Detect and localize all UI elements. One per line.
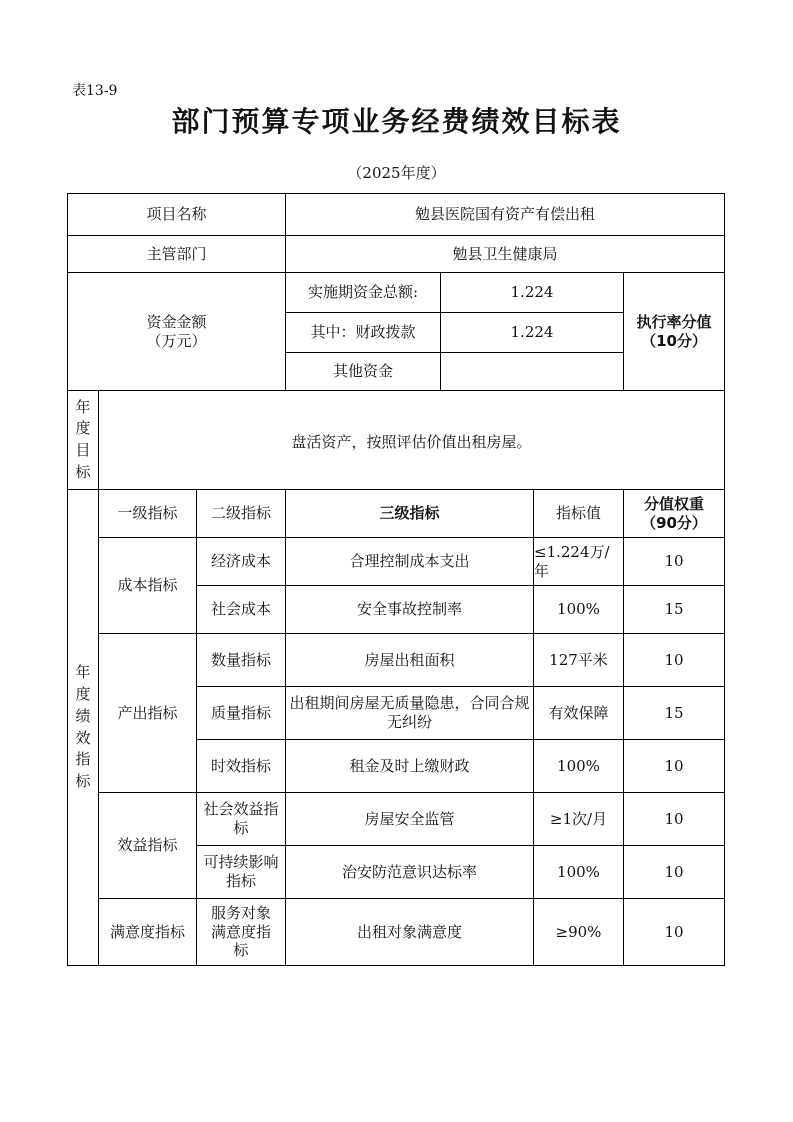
- header-level3: 三级指标: [286, 490, 534, 538]
- value-cell: 127平米: [534, 634, 624, 687]
- value-cell: 100%: [534, 586, 624, 634]
- table-row: [68, 634, 725, 687]
- level2-cell: 时效指标: [197, 740, 286, 793]
- project-name-value: 勉县医院国有资产有偿出租: [286, 194, 725, 236]
- value-cell: ≥90%: [534, 899, 624, 966]
- weight-cell: 10: [624, 793, 725, 846]
- other-funds-label: 其他资金: [286, 353, 441, 391]
- indicators-section-label: 年度绩效指标: [68, 490, 99, 966]
- value-cell: 100%: [534, 740, 624, 793]
- fiscal-funds-value: 1.224: [441, 313, 624, 353]
- weight-cell: 10: [624, 634, 725, 687]
- weight-cell: 10: [624, 846, 725, 899]
- execution-rate-score: 执行率分值 （10分）: [624, 273, 725, 391]
- header-value: 指标值: [534, 490, 624, 538]
- funds-label: 资金金额 （万元）: [68, 273, 286, 391]
- value-cell: 有效保障: [534, 687, 624, 740]
- budget-year: （2025年度）: [347, 164, 446, 182]
- annual-goal-label: 年度目标: [68, 391, 99, 490]
- level2-cell: 可持续影响指标: [197, 846, 286, 899]
- annual-goal-text: 盘活资产，按照评估价值出租房屋。: [99, 391, 725, 490]
- value-cell: 100%: [534, 846, 624, 899]
- level3-cell: 出租期间房屋无质量隐患，合同合规无纠纷: [286, 687, 534, 740]
- level2-cell: 社会成本: [197, 586, 286, 634]
- table-number: 表13-9: [72, 83, 118, 99]
- performance-target-table: [67, 193, 725, 966]
- table-row: [68, 793, 725, 846]
- weight-cell: 15: [624, 586, 725, 634]
- department-value: 勉县卫生健康局: [286, 236, 725, 273]
- level3-cell: 房屋出租面积: [286, 634, 534, 687]
- weight-cell: 10: [624, 899, 725, 966]
- level3-cell: 房屋安全监管: [286, 793, 534, 846]
- department-label: 主管部门: [68, 236, 286, 273]
- fiscal-funds-label: 其中：财政拨款: [286, 313, 441, 353]
- page-title: 部门预算专项业务经费绩效目标表: [171, 105, 622, 138]
- weight-cell: 10: [624, 538, 725, 586]
- level3-cell: 安全事故控制率: [286, 586, 534, 634]
- group-output: 产出指标: [99, 634, 197, 793]
- value-cell: ≤1.224万/年: [534, 538, 624, 586]
- level3-cell: 治安防范意识达标率: [286, 846, 534, 899]
- level2-cell: 数量指标: [197, 634, 286, 687]
- header-weight: 分值权重 （90分）: [624, 490, 725, 538]
- table-row: [68, 538, 725, 586]
- level3-cell: 合理控制成本支出: [286, 538, 534, 586]
- header-level1: 一级指标: [99, 490, 197, 538]
- project-name-label: 项目名称: [68, 194, 286, 236]
- table-row: [68, 899, 725, 966]
- header-level2: 二级指标: [197, 490, 286, 538]
- total-funds-value: 1.224: [441, 273, 624, 313]
- weight-cell: 15: [624, 687, 725, 740]
- level2-cell: 社会效益指标: [197, 793, 286, 846]
- level2-cell: 经济成本: [197, 538, 286, 586]
- level2-cell: 质量指标: [197, 687, 286, 740]
- weight-cell: 10: [624, 740, 725, 793]
- group-cost: 成本指标: [99, 538, 197, 634]
- level2-cell: 服务对象满意度指标: [197, 899, 286, 966]
- group-benefit: 效益指标: [99, 793, 197, 899]
- level3-cell: 出租对象满意度: [286, 899, 534, 966]
- other-funds-value: [441, 353, 624, 391]
- total-funds-label: 实施期资金总额:: [286, 273, 441, 313]
- value-cell: ≥1次/月: [534, 793, 624, 846]
- level3-cell: 租金及时上缴财政: [286, 740, 534, 793]
- group-satisfaction: 满意度指标: [99, 899, 197, 966]
